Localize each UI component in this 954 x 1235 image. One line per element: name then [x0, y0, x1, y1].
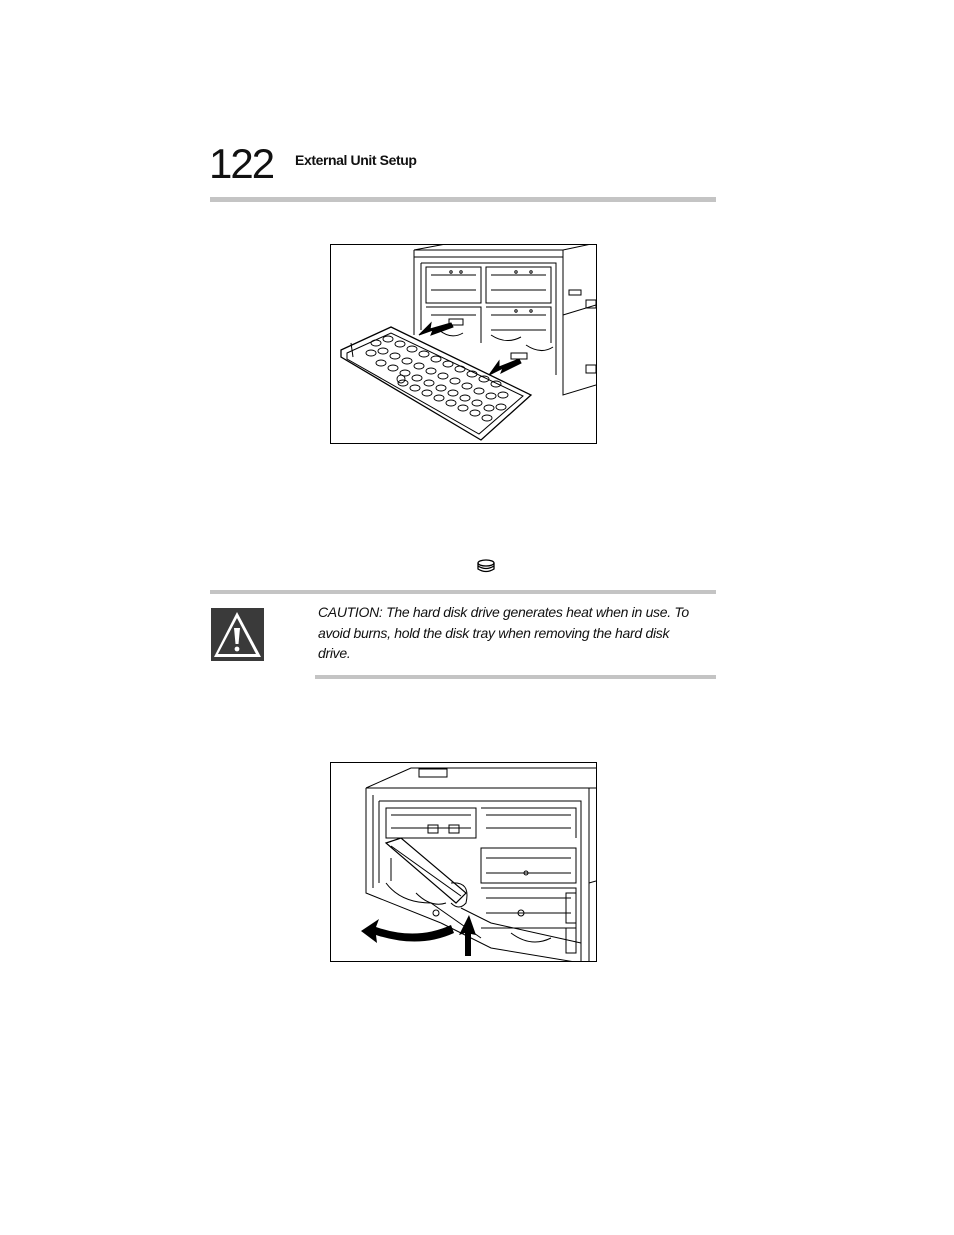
page-number: 122	[209, 140, 274, 187]
drive-bay-cover-icon	[331, 245, 596, 443]
section-title: External Unit Setup	[295, 152, 417, 168]
disk-tray-lever-illustration	[330, 762, 597, 962]
caution-bottom-rule	[315, 675, 716, 679]
header-rule	[210, 197, 716, 202]
warning-icon	[211, 608, 264, 661]
front-cover-removal-illustration	[330, 244, 597, 444]
hard-disk-icon	[476, 559, 496, 573]
caution-top-rule	[210, 590, 716, 594]
caution-text: CAUTION: The hard disk drive generates heat when in use. To avoid burns, hold the disk tray when removing the hard disk drive.	[318, 604, 689, 661]
disk-tray-icon	[331, 763, 596, 961]
